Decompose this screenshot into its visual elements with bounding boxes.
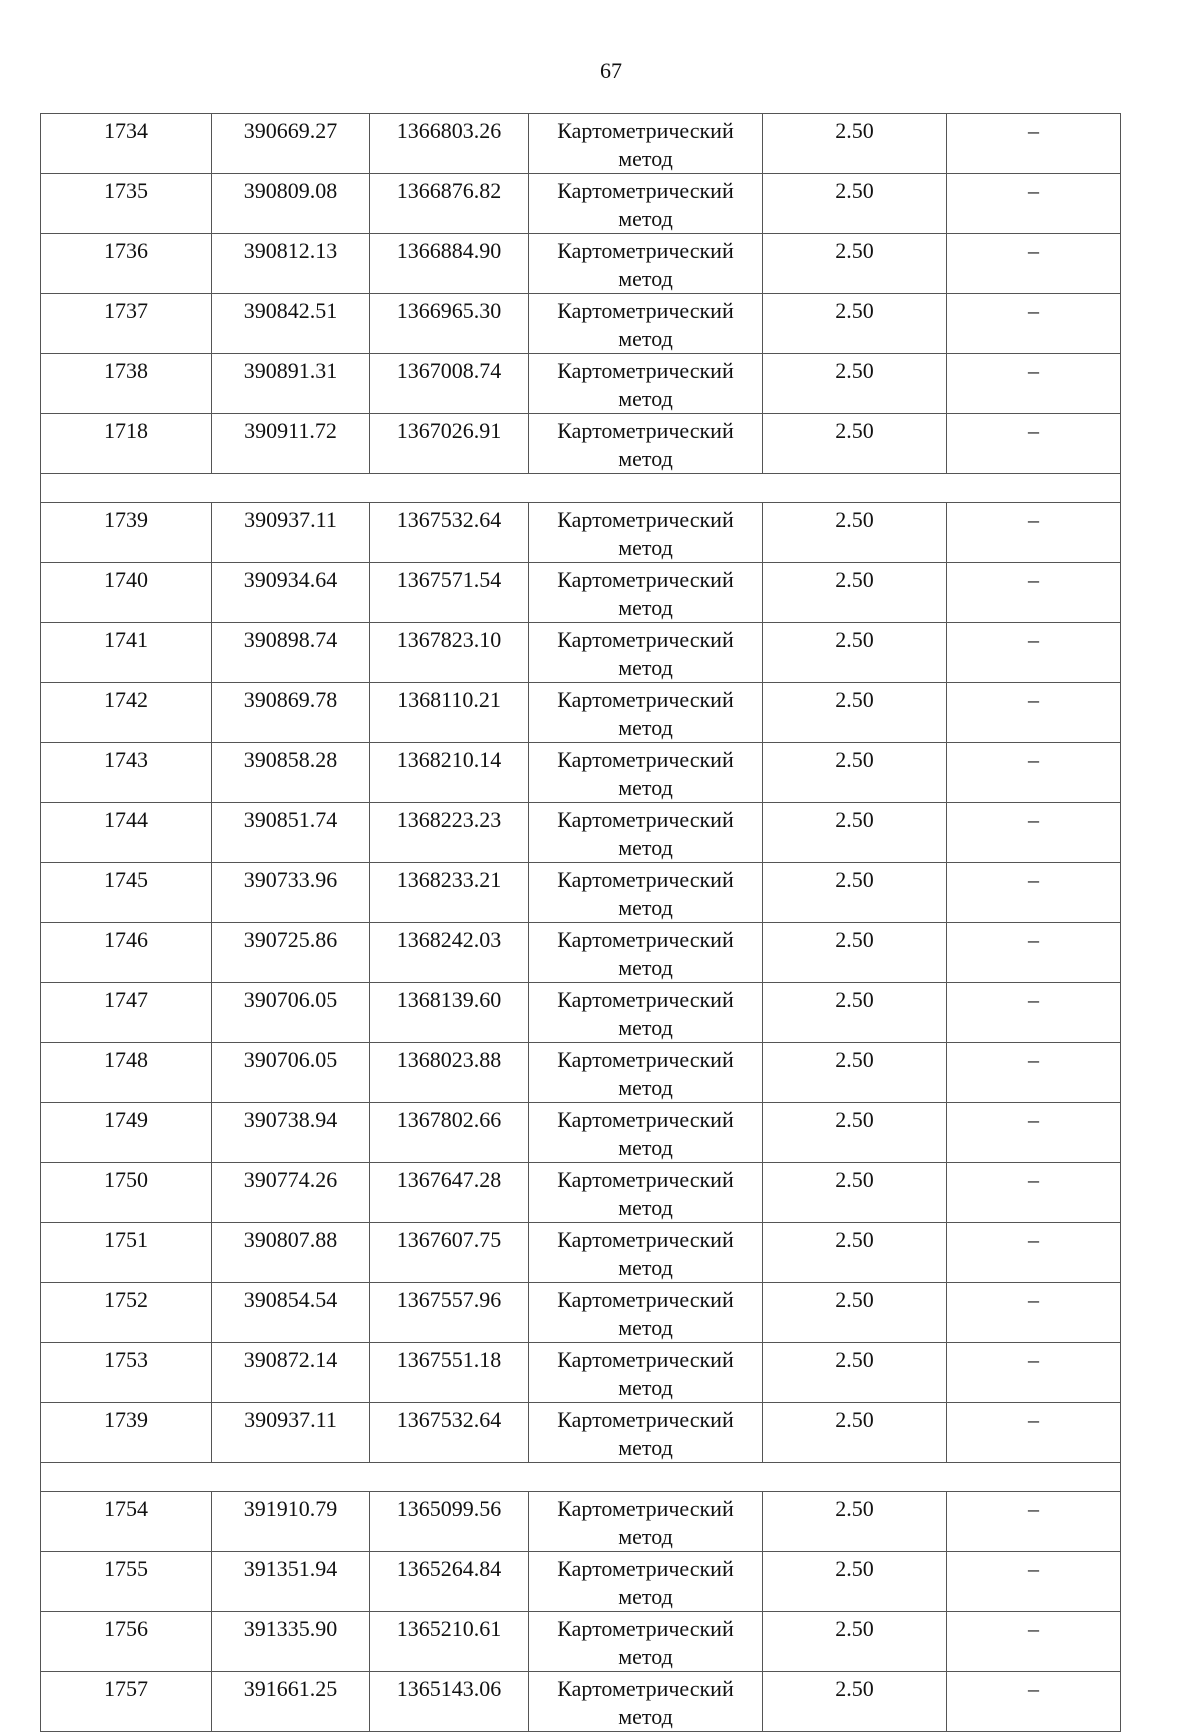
x-coordinate-cell: 391351.94	[212, 1552, 370, 1612]
point-number-cell: 1736	[41, 234, 212, 294]
accuracy-cell: 2.50	[763, 863, 947, 923]
method-cell: Картометрический метод	[529, 1403, 763, 1463]
accuracy-cell: 2.50	[763, 114, 947, 174]
description-cell: –	[947, 294, 1121, 354]
description-cell: –	[947, 1343, 1121, 1403]
table-row	[41, 1492, 1121, 1552]
point-number-cell: 1749	[41, 1103, 212, 1163]
accuracy-cell: 2.50	[763, 1672, 947, 1732]
table-row	[41, 1103, 1121, 1163]
description-cell: –	[947, 354, 1121, 414]
description-cell: –	[947, 503, 1121, 563]
y-coordinate-cell: 1367551.18	[370, 1343, 529, 1403]
point-number-cell: 1744	[41, 803, 212, 863]
description-cell: –	[947, 114, 1121, 174]
x-coordinate-cell: 390706.05	[212, 983, 370, 1043]
description-cell: –	[947, 923, 1121, 983]
y-coordinate-cell: 1368139.60	[370, 983, 529, 1043]
point-number-cell: 1751	[41, 1223, 212, 1283]
description-cell: –	[947, 1283, 1121, 1343]
contour-separator-row	[41, 1463, 1121, 1492]
description-cell: –	[947, 563, 1121, 623]
x-coordinate-cell: 390898.74	[212, 623, 370, 683]
point-number-cell: 1739	[41, 1403, 212, 1463]
x-coordinate-cell: 390854.54	[212, 1283, 370, 1343]
table-row	[41, 294, 1121, 354]
accuracy-cell: 2.50	[763, 1552, 947, 1612]
method-cell: Картометрический метод	[529, 1492, 763, 1552]
y-coordinate-cell: 1365099.56	[370, 1492, 529, 1552]
y-coordinate-cell: 1367823.10	[370, 623, 529, 683]
table-row	[41, 1043, 1121, 1103]
accuracy-cell: 2.50	[763, 294, 947, 354]
y-coordinate-cell: 1368223.23	[370, 803, 529, 863]
point-number-cell: 1752	[41, 1283, 212, 1343]
y-coordinate-cell: 1367026.91	[370, 414, 529, 474]
point-number-cell: 1745	[41, 863, 212, 923]
x-coordinate-cell: 390872.14	[212, 1343, 370, 1403]
point-number-cell: 1739	[41, 503, 212, 563]
y-coordinate-cell: 1366965.30	[370, 294, 529, 354]
table-row	[41, 803, 1121, 863]
accuracy-cell: 2.50	[763, 983, 947, 1043]
accuracy-cell: 2.50	[763, 1223, 947, 1283]
point-number-cell: 1748	[41, 1043, 212, 1103]
point-number-cell: 1737	[41, 294, 212, 354]
method-cell: Картометрический метод	[529, 923, 763, 983]
point-number-cell: 1747	[41, 983, 212, 1043]
description-cell: –	[947, 174, 1121, 234]
contour-separator-row	[41, 474, 1121, 503]
x-coordinate-cell: 391335.90	[212, 1612, 370, 1672]
method-cell: Картометрический метод	[529, 503, 763, 563]
accuracy-cell: 2.50	[763, 1492, 947, 1552]
accuracy-cell: 2.50	[763, 1103, 947, 1163]
x-coordinate-cell: 390812.13	[212, 234, 370, 294]
method-cell: Картометрический метод	[529, 114, 763, 174]
accuracy-cell: 2.50	[763, 1043, 947, 1103]
y-coordinate-cell: 1367008.74	[370, 354, 529, 414]
x-coordinate-cell: 390869.78	[212, 683, 370, 743]
point-number-cell: 1746	[41, 923, 212, 983]
x-coordinate-cell: 390851.74	[212, 803, 370, 863]
description-cell: –	[947, 1403, 1121, 1463]
x-coordinate-cell: 390937.11	[212, 1403, 370, 1463]
method-cell: Картометрический метод	[529, 983, 763, 1043]
accuracy-cell: 2.50	[763, 1163, 947, 1223]
y-coordinate-cell: 1367571.54	[370, 563, 529, 623]
point-number-cell: 1750	[41, 1163, 212, 1223]
y-coordinate-cell: 1367802.66	[370, 1103, 529, 1163]
method-cell: Картометрический метод	[529, 1283, 763, 1343]
table-row	[41, 863, 1121, 923]
table-row	[41, 114, 1121, 174]
accuracy-cell: 2.50	[763, 1612, 947, 1672]
method-cell: Картометрический метод	[529, 1343, 763, 1403]
table-row	[41, 743, 1121, 803]
x-coordinate-cell: 390733.96	[212, 863, 370, 923]
page-number: 67	[600, 58, 622, 83]
accuracy-cell: 2.50	[763, 743, 947, 803]
table-row	[41, 683, 1121, 743]
table-row	[41, 1612, 1121, 1672]
x-coordinate-cell: 391661.25	[212, 1672, 370, 1732]
table-row	[41, 414, 1121, 474]
y-coordinate-cell: 1367647.28	[370, 1163, 529, 1223]
x-coordinate-cell: 390807.88	[212, 1223, 370, 1283]
accuracy-cell: 2.50	[763, 1343, 947, 1403]
method-cell: Картометрический метод	[529, 1223, 763, 1283]
x-coordinate-cell: 391910.79	[212, 1492, 370, 1552]
accuracy-cell: 2.50	[763, 503, 947, 563]
x-coordinate-cell: 390706.05	[212, 1043, 370, 1103]
table-row	[41, 234, 1121, 294]
y-coordinate-cell: 1368023.88	[370, 1043, 529, 1103]
accuracy-cell: 2.50	[763, 354, 947, 414]
y-coordinate-cell: 1365210.61	[370, 1612, 529, 1672]
accuracy-cell: 2.50	[763, 623, 947, 683]
y-coordinate-cell: 1365264.84	[370, 1552, 529, 1612]
table-row	[41, 174, 1121, 234]
method-cell: Картометрический метод	[529, 563, 763, 623]
method-cell: Картометрический метод	[529, 1043, 763, 1103]
table-row	[41, 623, 1121, 683]
point-number-cell: 1755	[41, 1552, 212, 1612]
description-cell: –	[947, 1103, 1121, 1163]
y-coordinate-cell: 1368110.21	[370, 683, 529, 743]
x-coordinate-cell: 390937.11	[212, 503, 370, 563]
accuracy-cell: 2.50	[763, 174, 947, 234]
method-cell: Картометрический метод	[529, 743, 763, 803]
description-cell: –	[947, 414, 1121, 474]
y-coordinate-cell: 1368242.03	[370, 923, 529, 983]
accuracy-cell: 2.50	[763, 1403, 947, 1463]
y-coordinate-cell: 1365143.06	[370, 1672, 529, 1732]
method-cell: Картометрический метод	[529, 1672, 763, 1732]
method-cell: Картометрический метод	[529, 683, 763, 743]
coordinates-table-body	[41, 114, 1121, 1732]
description-cell: –	[947, 234, 1121, 294]
table-row	[41, 563, 1121, 623]
method-cell: Картометрический метод	[529, 294, 763, 354]
method-cell: Картометрический метод	[529, 1103, 763, 1163]
accuracy-cell: 2.50	[763, 234, 947, 294]
table-row	[41, 1343, 1121, 1403]
table-row	[41, 923, 1121, 983]
y-coordinate-cell: 1367532.64	[370, 1403, 529, 1463]
description-cell: –	[947, 683, 1121, 743]
table-row	[41, 1223, 1121, 1283]
description-cell: –	[947, 743, 1121, 803]
point-number-cell: 1753	[41, 1343, 212, 1403]
x-coordinate-cell: 390842.51	[212, 294, 370, 354]
table-row	[41, 503, 1121, 563]
x-coordinate-cell: 390738.94	[212, 1103, 370, 1163]
point-number-cell: 1743	[41, 743, 212, 803]
contour-separator-cell	[41, 1463, 1121, 1492]
x-coordinate-cell: 390891.31	[212, 354, 370, 414]
x-coordinate-cell: 390774.26	[212, 1163, 370, 1223]
description-cell: –	[947, 803, 1121, 863]
x-coordinate-cell: 390809.08	[212, 174, 370, 234]
contour-separator-cell	[41, 474, 1121, 503]
accuracy-cell: 2.50	[763, 803, 947, 863]
accuracy-cell: 2.50	[763, 414, 947, 474]
description-cell: –	[947, 983, 1121, 1043]
table-row	[41, 1283, 1121, 1343]
description-cell: –	[947, 1612, 1121, 1672]
table-row	[41, 1403, 1121, 1463]
y-coordinate-cell: 1368210.14	[370, 743, 529, 803]
x-coordinate-cell: 390725.86	[212, 923, 370, 983]
table-row	[41, 1552, 1121, 1612]
table-row	[41, 1163, 1121, 1223]
y-coordinate-cell: 1367532.64	[370, 503, 529, 563]
table-row	[41, 983, 1121, 1043]
accuracy-cell: 2.50	[763, 563, 947, 623]
description-cell: –	[947, 1163, 1121, 1223]
point-number-cell: 1718	[41, 414, 212, 474]
table-row	[41, 354, 1121, 414]
method-cell: Картометрический метод	[529, 414, 763, 474]
method-cell: Картометрический метод	[529, 623, 763, 683]
y-coordinate-cell: 1367557.96	[370, 1283, 529, 1343]
point-number-cell: 1734	[41, 114, 212, 174]
method-cell: Картометрический метод	[529, 803, 763, 863]
y-coordinate-cell: 1366803.26	[370, 114, 529, 174]
point-number-cell: 1738	[41, 354, 212, 414]
point-number-cell: 1757	[41, 1672, 212, 1732]
method-cell: Картометрический метод	[529, 1612, 763, 1672]
y-coordinate-cell: 1366876.82	[370, 174, 529, 234]
description-cell: –	[947, 623, 1121, 683]
x-coordinate-cell: 390669.27	[212, 114, 370, 174]
point-number-cell: 1740	[41, 563, 212, 623]
y-coordinate-cell: 1366884.90	[370, 234, 529, 294]
y-coordinate-cell: 1368233.21	[370, 863, 529, 923]
description-cell: –	[947, 1552, 1121, 1612]
accuracy-cell: 2.50	[763, 1283, 947, 1343]
x-coordinate-cell: 390934.64	[212, 563, 370, 623]
description-cell: –	[947, 1492, 1121, 1552]
method-cell: Картометрический метод	[529, 863, 763, 923]
description-cell: –	[947, 1223, 1121, 1283]
point-number-cell: 1735	[41, 174, 212, 234]
point-number-cell: 1756	[41, 1612, 212, 1672]
accuracy-cell: 2.50	[763, 923, 947, 983]
description-cell: –	[947, 1672, 1121, 1732]
method-cell: Картометрический метод	[529, 1552, 763, 1612]
method-cell: Картометрический метод	[529, 1163, 763, 1223]
description-cell: –	[947, 863, 1121, 923]
description-cell: –	[947, 1043, 1121, 1103]
point-number-cell: 1741	[41, 623, 212, 683]
table-row	[41, 1672, 1121, 1732]
method-cell: Картометрический метод	[529, 354, 763, 414]
x-coordinate-cell: 390858.28	[212, 743, 370, 803]
method-cell: Картометрический метод	[529, 234, 763, 294]
coordinates-table	[40, 113, 1121, 1732]
y-coordinate-cell: 1367607.75	[370, 1223, 529, 1283]
accuracy-cell: 2.50	[763, 683, 947, 743]
point-number-cell: 1754	[41, 1492, 212, 1552]
point-number-cell: 1742	[41, 683, 212, 743]
x-coordinate-cell: 390911.72	[212, 414, 370, 474]
method-cell: Картометрический метод	[529, 174, 763, 234]
